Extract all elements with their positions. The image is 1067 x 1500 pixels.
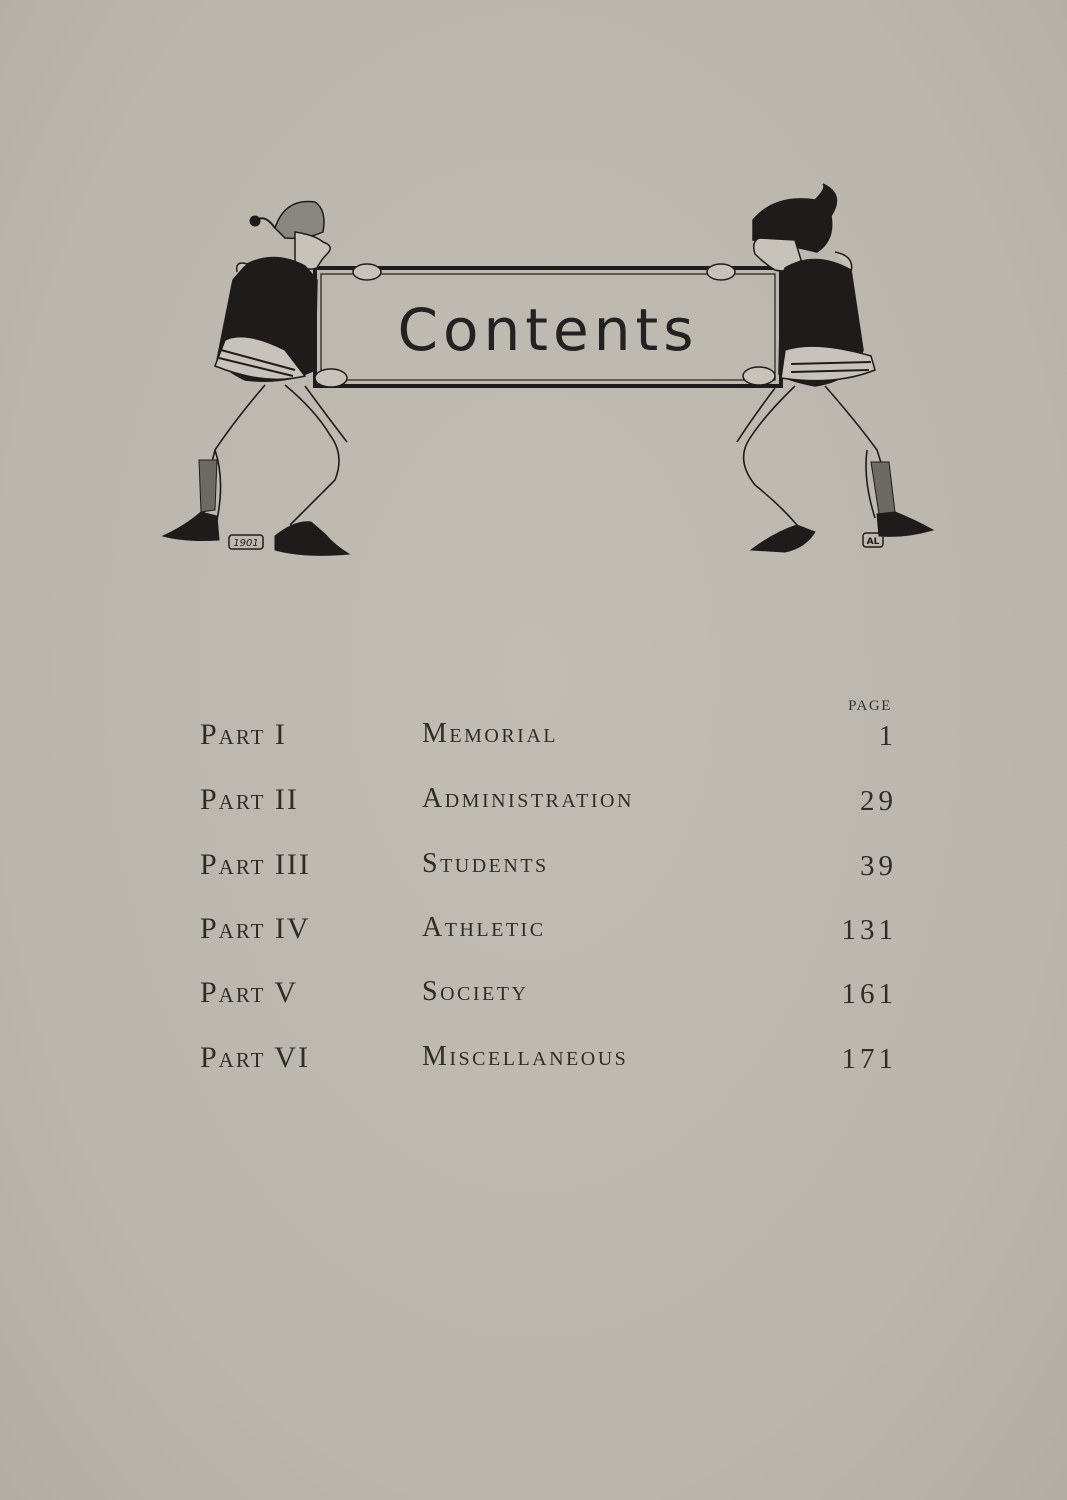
toc-section-title: Memorial <box>422 718 558 749</box>
toc-part-label: Part III <box>200 848 311 881</box>
left-monogram: 1901 <box>233 538 259 549</box>
toc-part-label: Part VI <box>200 1041 311 1074</box>
toc-part-label: Part I <box>200 718 287 751</box>
toc-entry <box>0 1041 1067 1091</box>
toc-page-number: 29 <box>860 785 897 817</box>
toc-part-label: Part IV <box>200 912 311 945</box>
toc-entry <box>0 783 1067 833</box>
toc-page-number: 161 <box>841 978 897 1010</box>
toc-section-title: Miscellaneous <box>422 1041 629 1072</box>
toc-part-label: Part V <box>200 976 299 1009</box>
toc-entry <box>0 718 1067 768</box>
toc-section-title: Society <box>422 976 529 1007</box>
toc-entry <box>0 912 1067 962</box>
toc-section-title: Athletic <box>422 912 546 943</box>
toc-section-title: Students <box>422 848 549 879</box>
toc-page-number: 1 <box>878 720 897 752</box>
toc-page-number: 171 <box>841 1043 897 1075</box>
contents-title: Contents <box>397 296 699 364</box>
toc-page-number: 131 <box>841 914 897 946</box>
toc-entry <box>0 976 1067 1026</box>
right-monogram: AL <box>866 537 880 547</box>
toc-section-title: Administration <box>422 783 634 814</box>
page-column-heading: PAGE <box>848 698 892 714</box>
toc-entry <box>0 848 1067 898</box>
toc-part-label: Part II <box>200 783 299 816</box>
toc-page-number: 39 <box>860 850 897 882</box>
